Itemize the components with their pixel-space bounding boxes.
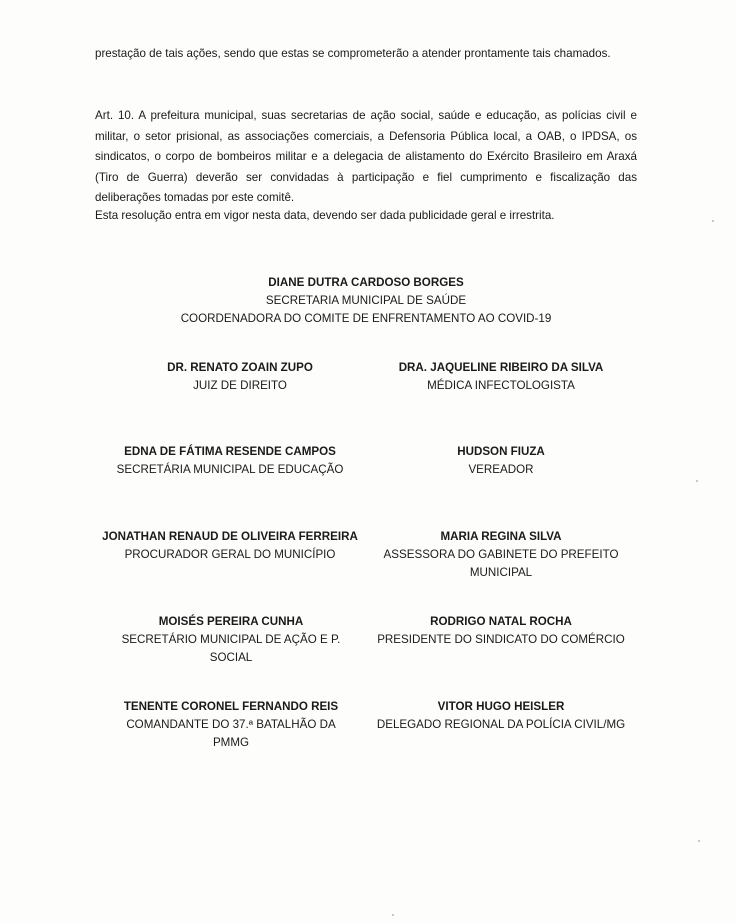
- signatory-role: JUIZ DE DIREITO: [193, 379, 287, 392]
- signature-block: [115, 613, 347, 667]
- signatory-role: COORDENADORA DO COMITE DE ENFRENTAMENTO AO COVID-19: [180, 312, 552, 325]
- signatory-role: PRESIDENTE DO SINDICATO DO COMÉRCIO: [377, 633, 625, 646]
- signatory-name: JONATHAN RENAUD DE OLIVEIRA FERREIRA: [102, 530, 358, 543]
- signatory-role: DELEGADO REGIONAL DA POLÍCIA CIVIL/MG: [376, 718, 626, 731]
- signatory-name: RODRIGO NATAL ROCHA: [430, 615, 572, 628]
- signatory-name: MARIA REGINA SILVA: [440, 530, 562, 543]
- signature-block: [376, 528, 626, 582]
- signatory-name: EDNA DE FÁTIMA RESENDE CAMPOS: [124, 445, 336, 458]
- signatory-name: MOISÉS PEREIRA CUNHA: [158, 615, 304, 628]
- scan-speck: [696, 480, 698, 482]
- signature-block: [100, 443, 360, 479]
- signature-coordinator: [150, 274, 582, 328]
- signatory-role: MÉDICA INFECTOLOGISTA: [427, 379, 575, 392]
- signatory-name: DRA. JAQUELINE RIBEIRO DA SILVA: [398, 361, 604, 374]
- paragraph-effective-date: Esta resolução entra em vigor nesta data, devendo ser dada publicidade geral e irrestrita.: [95, 209, 555, 222]
- signatory-role: COMANDANTE DO 37.ª BATALHÃO DA PMMG: [126, 718, 336, 749]
- signatory-role: PROCURADOR GERAL DO MUNICÍPIO: [124, 548, 336, 561]
- signatory-name: TENENTE CORONEL FERNANDO REIS: [123, 700, 339, 713]
- scan-speck: [712, 220, 714, 222]
- signatory-role: SECRETARIA MUNICIPAL DE SAÚDE: [265, 294, 467, 307]
- signatory-name: HUDSON FIUZA: [457, 445, 545, 458]
- signature-block: [115, 698, 347, 752]
- scan-speck: [392, 914, 394, 916]
- paragraph-article-10: Art. 10. A prefeitura municipal, suas secretarias de ação social, saúde e educação, as polícias civil e militar, o setor prisional, as associações comerciais, a Defensoria Pública local, a OAB, o IPDSA, os sindicatos, o corpo de bombeiros militar e a delegacia de alistamento do Exército Brasileiro em Araxá (Tiro de Guerra) deverão ser convidadas à participação e fiel cumprimento e fiscalização das deliberações tomadas por este comitê.: [95, 109, 637, 204]
- signatory-name: DIANE DUTRA CARDOSO BORGES: [268, 276, 464, 289]
- signature-block: [366, 359, 636, 395]
- scan-speck: [698, 840, 700, 842]
- signatory-name: DR. RENATO ZOAIN ZUPO: [167, 361, 313, 374]
- signature-block: [95, 528, 365, 564]
- signatory-role: ASSESSORA DO GABINETE DO PREFEITO MUNICIPAL: [383, 548, 619, 579]
- signatory-role: SECRETÁRIO MUNICIPAL DE AÇÃO E P. SOCIAL: [121, 633, 341, 664]
- signatory-role: VEREADOR: [468, 463, 534, 476]
- paragraph-continuation: prestação de tais ações, sendo que estas se comprometerão a atender prontamente tais chamados.: [95, 47, 611, 60]
- signature-block: [366, 443, 636, 479]
- signature-block: [366, 698, 636, 734]
- signatory-name: VITOR HUGO HEISLER: [437, 700, 565, 713]
- signatory-role: SECRETÁRIA MUNICIPAL DE EDUCAÇÃO: [116, 463, 344, 476]
- signature-block: [366, 613, 636, 649]
- signature-block: [120, 359, 360, 395]
